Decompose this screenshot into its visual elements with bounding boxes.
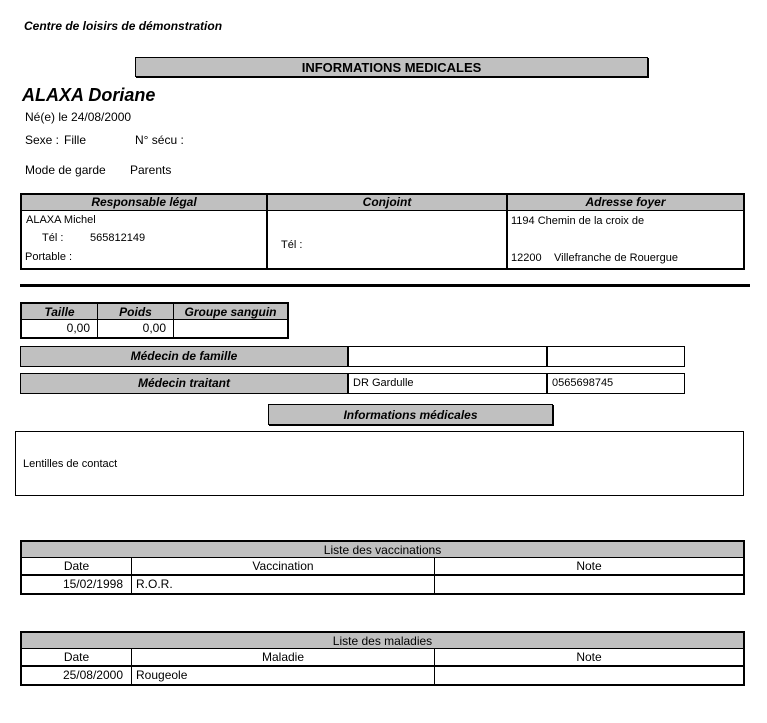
report-title: INFORMATIONS MEDICALES <box>301 59 482 75</box>
disease-date-header: Date <box>22 649 132 665</box>
contacts-table <box>20 193 745 270</box>
measurements-table <box>20 302 289 339</box>
blood-group-value <box>174 320 287 337</box>
measurements-value-row <box>22 320 287 337</box>
diseases-title: Liste des maladies <box>22 633 743 649</box>
weight-header: Poids <box>98 304 174 320</box>
medical-info-title: Informations médicales <box>343 407 478 422</box>
vaccinations-title: Liste des vaccinations <box>22 542 743 558</box>
address-line1: 1194 Chemin de la croix de <box>511 215 645 227</box>
address-zip: 12200 <box>511 252 542 264</box>
contacts-body-row <box>22 211 743 268</box>
vaccination-name-header: Vaccination <box>132 558 435 574</box>
contacts-header-legal: Responsable légal <box>22 195 268 210</box>
vaccination-date: 15/02/1998 <box>22 576 132 593</box>
vaccination-row <box>22 576 743 593</box>
section-divider-line <box>20 284 750 287</box>
family-doctor-label: Médecin de famille <box>20 346 348 367</box>
contacts-header-row <box>22 195 743 211</box>
home-address-cell <box>508 211 743 268</box>
contacts-header-conjoint: Conjoint <box>268 195 508 210</box>
child-name: ALAXA Doriane <box>22 85 156 105</box>
height-header: Taille <box>22 304 98 320</box>
legal-portable-label: Portable : <box>25 251 73 263</box>
medical-info-box <box>15 431 744 496</box>
birth-date-line: Né(e) le 24/08/2000 <box>25 110 132 124</box>
disease-name-header: Maladie <box>132 649 435 665</box>
vaccinations-header-row <box>22 558 743 576</box>
family-doctor-phone <box>547 346 685 367</box>
blood-group-header: Groupe sanguin <box>174 304 287 320</box>
vaccination-date-header: Date <box>22 558 132 574</box>
diseases-header-row <box>22 649 743 667</box>
medical-info-banner <box>268 404 553 425</box>
contacts-header-address: Adresse foyer <box>585 195 666 209</box>
disease-row <box>22 667 743 684</box>
family-doctor-name <box>348 346 547 367</box>
conjoint-cell <box>268 211 508 268</box>
vaccination-note-header: Note <box>576 559 602 573</box>
sex-label: Sexe : <box>25 133 60 147</box>
legal-guardian-name: ALAXA Michel <box>26 214 96 226</box>
report-title-banner <box>135 57 648 77</box>
weight-value: 0,00 <box>98 320 174 337</box>
medical-info-note: Lentilles de contact <box>23 458 118 470</box>
care-mode-value: Parents <box>130 163 172 177</box>
sex-value: Fille <box>64 133 87 147</box>
address-city: Villefranche de Rouergue <box>554 252 678 264</box>
legal-guardian-cell <box>22 211 268 268</box>
disease-date: 25/08/2000 <box>22 667 132 684</box>
care-mode-label: Mode de garde <box>25 163 106 177</box>
secu-label: N° sécu : <box>135 133 184 147</box>
treating-doctor-phone: 0565698745 <box>547 373 685 394</box>
organization-name: Centre de loisirs de démonstration <box>24 19 223 33</box>
disease-note <box>435 667 743 684</box>
legal-tel-label: Tél : <box>42 232 64 244</box>
measurements-header-row <box>22 304 287 320</box>
legal-tel-value: 565812149 <box>90 232 146 244</box>
treating-doctor-label: Médecin traitant <box>20 373 348 394</box>
disease-note-header: Note <box>576 650 602 664</box>
conjoint-tel-label: Tél : <box>281 239 303 251</box>
vaccination-note <box>435 576 743 593</box>
vaccination-name: R.O.R. <box>132 576 435 593</box>
disease-name: Rougeole <box>132 667 435 684</box>
diseases-table <box>20 631 745 686</box>
vaccinations-table <box>20 540 745 595</box>
height-value: 0,00 <box>22 320 98 337</box>
treating-doctor-name: DR Gardulle <box>348 373 547 394</box>
